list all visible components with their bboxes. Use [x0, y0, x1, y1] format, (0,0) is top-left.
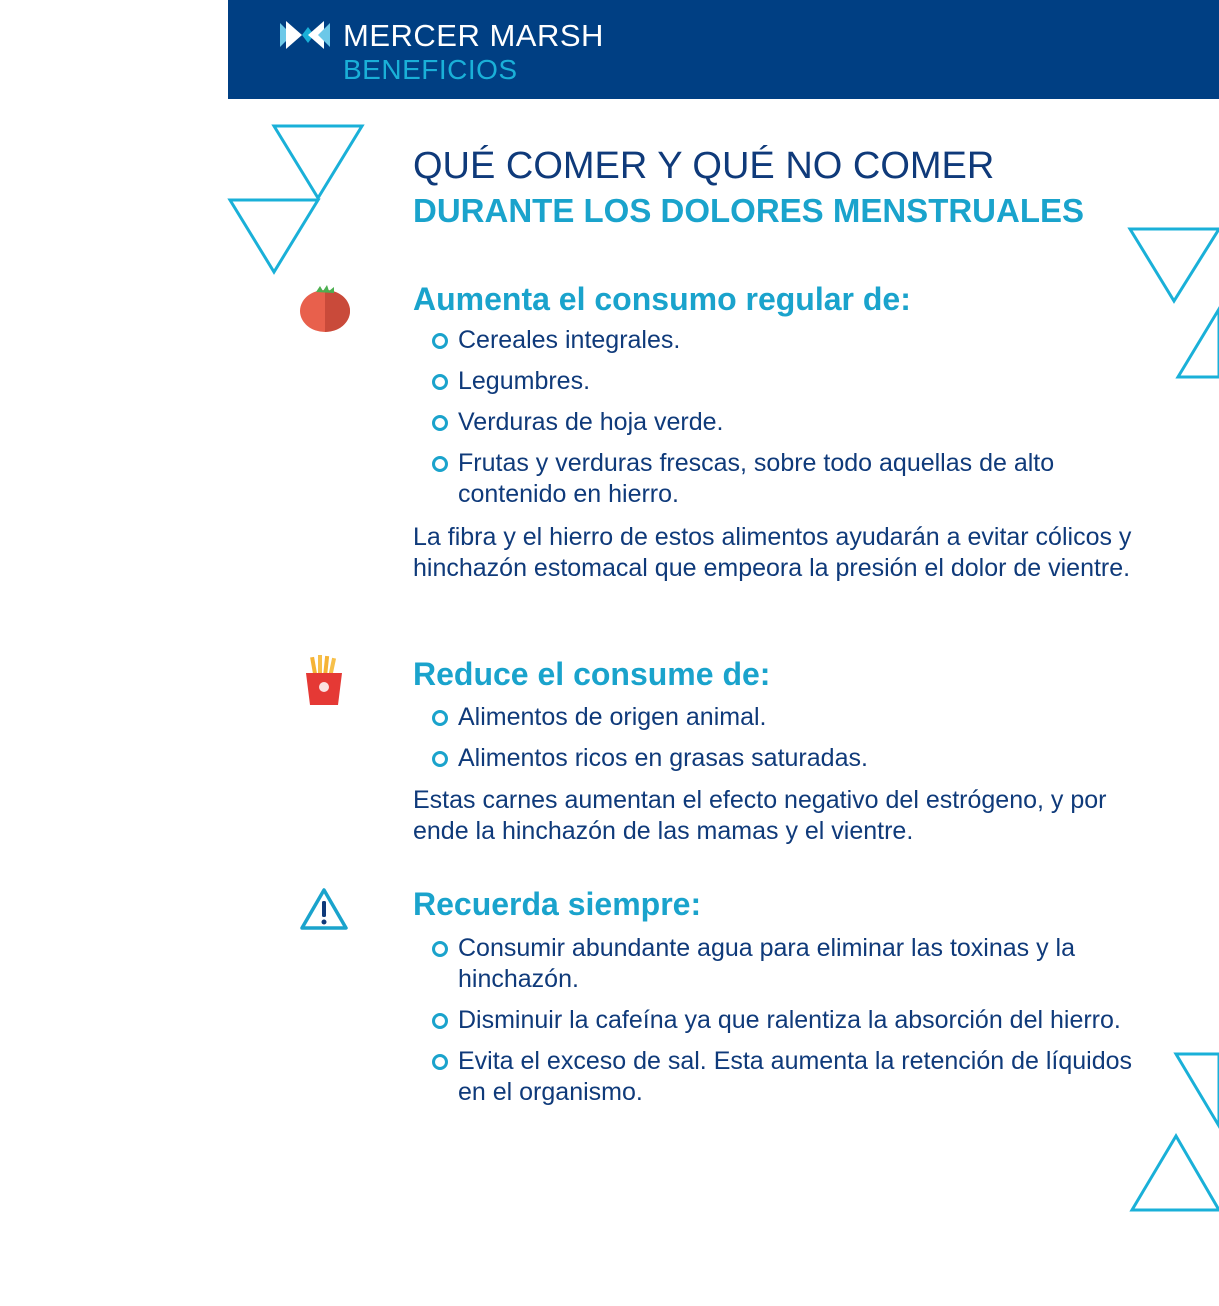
list-item: Alimentos ricos en grasas saturadas. [432, 743, 1132, 774]
triangle-decoration-right-top [1126, 225, 1219, 383]
list-item: Legumbres. [432, 366, 1132, 397]
bullet-icon [432, 333, 448, 349]
bullet-icon [432, 1013, 448, 1029]
reduce-list [432, 702, 1132, 784]
section-heading-increase: Aumenta el consumo regular de: [413, 281, 911, 317]
page-title-line1: QUÉ COMER Y QUÉ NO COMER [413, 145, 995, 187]
bullet-icon [432, 415, 448, 431]
list-item: Frutas y verduras frescas, sobre todo aquellas de alto contenido en hierro. [432, 448, 1098, 510]
warning-icon [298, 886, 350, 932]
section-paragraph-reduce: Estas carnes aumentan el efecto negativo del estrógeno, y por ende la hinchazón de las mamas y el vientre. [413, 786, 1107, 845]
header-bar [228, 0, 1219, 99]
section-paragraph-increase: La fibra y el hierro de estos alimentos ayudarán a evitar cólicos y hinchazón estomacal que empeora la presión el dolor de vientre. [413, 523, 1132, 582]
bullet-icon [432, 374, 448, 390]
increase-list [432, 325, 1132, 520]
bullet-icon [432, 751, 448, 767]
list-item: Disminuir la cafeína ya que ralentiza la absorción del hierro. [432, 1005, 1132, 1036]
bullet-icon [432, 456, 448, 472]
bullet-icon [432, 941, 448, 957]
tomato-icon [298, 282, 352, 334]
bullet-icon [432, 1054, 448, 1070]
list-item: Alimentos de origen animal. [432, 702, 1132, 733]
list-item: Consumir abundante agua para eliminar las toxinas y la hinchazón. [432, 933, 1132, 995]
brand-logo-icon [280, 19, 330, 51]
section-heading-reduce: Reduce el consume de: [413, 656, 771, 692]
list-item: Verduras de hoja verde. [432, 407, 1132, 438]
list-item: Cereales integrales. [432, 325, 1132, 356]
remember-list [432, 933, 1132, 1118]
fries-icon [303, 655, 345, 707]
list-item: Evita el exceso de sal. Esta aumenta la retención de líquidos en el organismo. [432, 1046, 1148, 1108]
triangle-decoration-left [226, 122, 368, 278]
brand-name-line2: BENEFICIOS [343, 54, 518, 85]
page-title-line2: DURANTE LOS DOLORES MENSTRUALES [413, 192, 1085, 229]
section-heading-remember: Recuerda siempre: [413, 886, 702, 922]
bullet-icon [432, 710, 448, 726]
brand-name-line1: MERCER MARSH [343, 18, 604, 53]
